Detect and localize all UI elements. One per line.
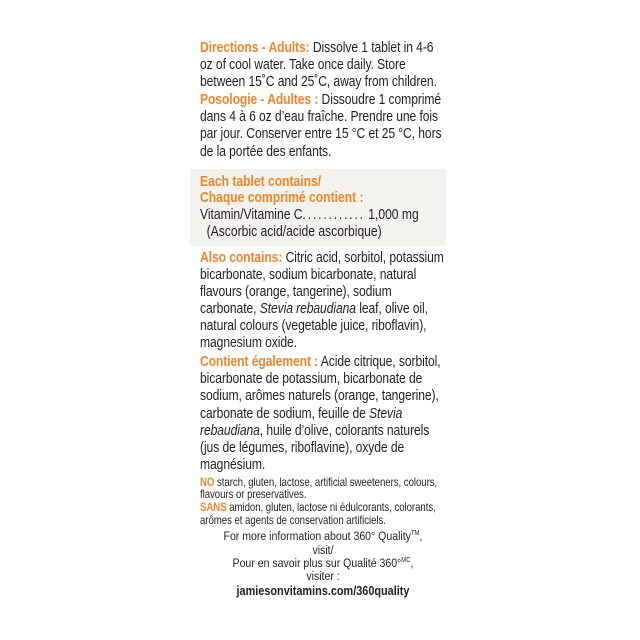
footer-line-fr-text: Pour en savoir plus sur Qualité 360°	[232, 556, 402, 571]
mc-mark: MC	[401, 557, 411, 565]
free-from-en-text: starch, gluten, lactose, artificial sweeteners, colours, flavours or preservatives.	[200, 475, 438, 502]
directions-fr-heading: Posologie - Adultes :	[200, 92, 319, 109]
non-medicinal-fr	[190, 354, 446, 474]
directions-en	[190, 40, 446, 91]
ingredient-name: Vitamin/Vitamine C	[200, 206, 303, 223]
ingredient-row	[200, 207, 446, 224]
footer-line-en-end: , visit/	[312, 529, 423, 557]
website-url: jamiesonvitamins.com/360quality	[236, 582, 410, 598]
dot-leader: ............	[302, 206, 365, 223]
directions-en-text: Dissolve 1 tablet in 4-6 oz of cool water. Take once daily. Store between 15˚C and 25˚C, away from children.	[200, 40, 437, 91]
contient-text-2: , huile d’olive, colorants naturels (jus de légumes, riboflavine), oxyde de magnésium.	[200, 422, 430, 473]
directions-fr-text: Dissoudre 1 comprimé dans 4 à 6 oz d’eau fraîche. Prendre une fois par jour. Conserver entre 15 °C et 25 °C, hors de la portée des enfants.	[200, 92, 442, 160]
directions-en-heading: Directions - Adults:	[200, 40, 310, 56]
also-contains-text-1: Citric acid, sorbitol, potassium bicarbonate, sodium bicarbonate, natural flavours (orange, tangerine), sodium carbonate,	[200, 249, 444, 317]
ingredient-amount: 1,000 mg	[368, 206, 419, 223]
contents-heading-fr: Chaque comprimé contient :	[200, 190, 364, 207]
contient-heading: Contient également :	[200, 354, 319, 371]
free-from-fr-text: amidon, gluten, lactose ni édulcorants, colorants, arômes et agents de conservation artificiels.	[200, 501, 436, 527]
product-label-panel	[190, 40, 446, 597]
ingredient-source: (Ascorbic acid/acide ascorbique)	[206, 223, 382, 240]
footer-line-en	[218, 530, 427, 557]
quality-footer	[190, 530, 446, 597]
free-from-en-keyword: NO	[200, 475, 215, 489]
contents-heading-en: Each tablet contains/	[200, 173, 322, 190]
free-from-en	[200, 477, 446, 502]
contient-text-1: Acide citrique, sorbitol, bicarbonate de potassium, bicarbonate de sodium, arômes naturels (orange, tangerine), carbonate de sodium, feuille de	[200, 354, 441, 422]
non-medicinal-en	[190, 250, 446, 353]
free-from-fr-keyword: SANS	[200, 501, 227, 515]
also-contains-text-2: leaf, olive oil, natural colours (vegetable juice, riboflavin), magnesium oxide.	[200, 300, 428, 352]
footer-line-fr-end: , visiter :	[306, 556, 414, 584]
also-contains-heading: Also contains:	[200, 249, 283, 266]
trademark-mark: TM	[410, 530, 420, 538]
free-from-fr	[200, 502, 446, 527]
contient-italic: Stevia rebaudiana	[200, 405, 403, 439]
free-from-statement	[190, 477, 446, 527]
footer-line-fr	[218, 557, 427, 584]
directions-fr	[190, 92, 446, 160]
medicinal-ingredients-box	[190, 169, 446, 246]
also-contains-italic: Stevia rebaudiana	[259, 300, 356, 317]
footer-line-en-text: For more information about 360° Quality	[223, 529, 411, 544]
